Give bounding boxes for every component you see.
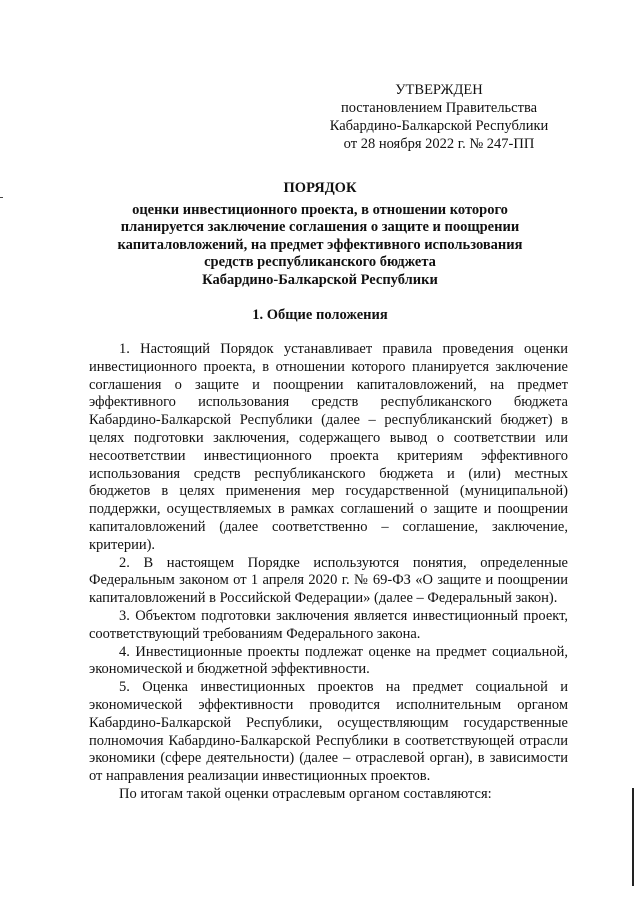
document-heading	[110, 180, 530, 289]
approval-title: УТВЕРЖДЕН	[395, 82, 483, 98]
scan-margin-tick	[0, 197, 3, 198]
document-subtitle-line: оценки инвестиционного проекта, в отношении которого	[132, 201, 508, 218]
document-subtitle-line: планируется заключение соглашения о защите и поощрении	[120, 219, 520, 235]
document-title: ПОРЯДОК	[283, 180, 357, 196]
approval-line: постановлением Правительства	[340, 100, 538, 116]
document-body	[89, 341, 568, 804]
paragraph: По итогам такой оценки отраслевым органом составляются:	[119, 785, 492, 802]
approval-stamp-block	[324, 81, 554, 153]
document-subtitle-line: капиталовложений, на предмет эффективного использования	[117, 236, 523, 253]
approval-line: Кабардино-Балкарской Республики	[329, 118, 549, 134]
section-heading: 1. Общие положения	[252, 307, 388, 323]
paragraph: 1. Настоящий Порядок устанавливает правила проведения оценки инвестиционного проекта, в отношении которого планируется заключение соглашения о защите и поощрении капиталовложений, на предмет эффективного использования средств республиканского бюджета Кабардино-Балкарской Республики (далее – республиканский бюджет) в целях подготовки заключения, содержащего вывод о соответствии или несоответствии инвестиционного проекта критериям эффективного использования средств республиканского бюджета и (или) местных бюджетов в целях применения мер государственной (муниципальной) поддержки, осуществляемых в рамках соглашений о защите и поощрении капиталовложений (далее соответственно – соглашение, заключение, критерии).	[89, 341, 568, 553]
approval-line: от 28 ноября 2022 г. № 247-ПП	[343, 136, 535, 152]
paragraph: 2. В настоящем Порядке используются понятия, определенные Федеральным законом от 1 апреля 2020 г. № 69-ФЗ «О защите и поощрении капиталовложений в Российской Федерации» (далее – Федеральный закон).	[89, 554, 568, 607]
paragraph: 5. Оценка инвестиционных проектов на предмет социальной и экономической эффективности проводится исполнительным органом Кабардино-Балкарской Республики, осуществляющим государственные полномочия Кабардино-Балкарской Республики в соответствующей отрасли экономики (сфере деятельности) (далее – отраслевой орган), в зависимости от направления реализации инвестиционных проектов.	[89, 679, 568, 785]
paragraph: 3. Объектом подготовки заключения является инвестиционный проект, соответствующий требованиям Федерального закона.	[89, 607, 568, 642]
paragraph: 4. Инвестиционные проекты подлежат оценке на предмет социальной, экономической и бюджетной эффективности.	[89, 643, 568, 678]
document-subtitle-line: средств республиканского бюджета	[204, 254, 436, 270]
document-subtitle-line: Кабардино-Балкарской Республики	[202, 271, 438, 288]
scan-edge-mark	[632, 788, 634, 886]
